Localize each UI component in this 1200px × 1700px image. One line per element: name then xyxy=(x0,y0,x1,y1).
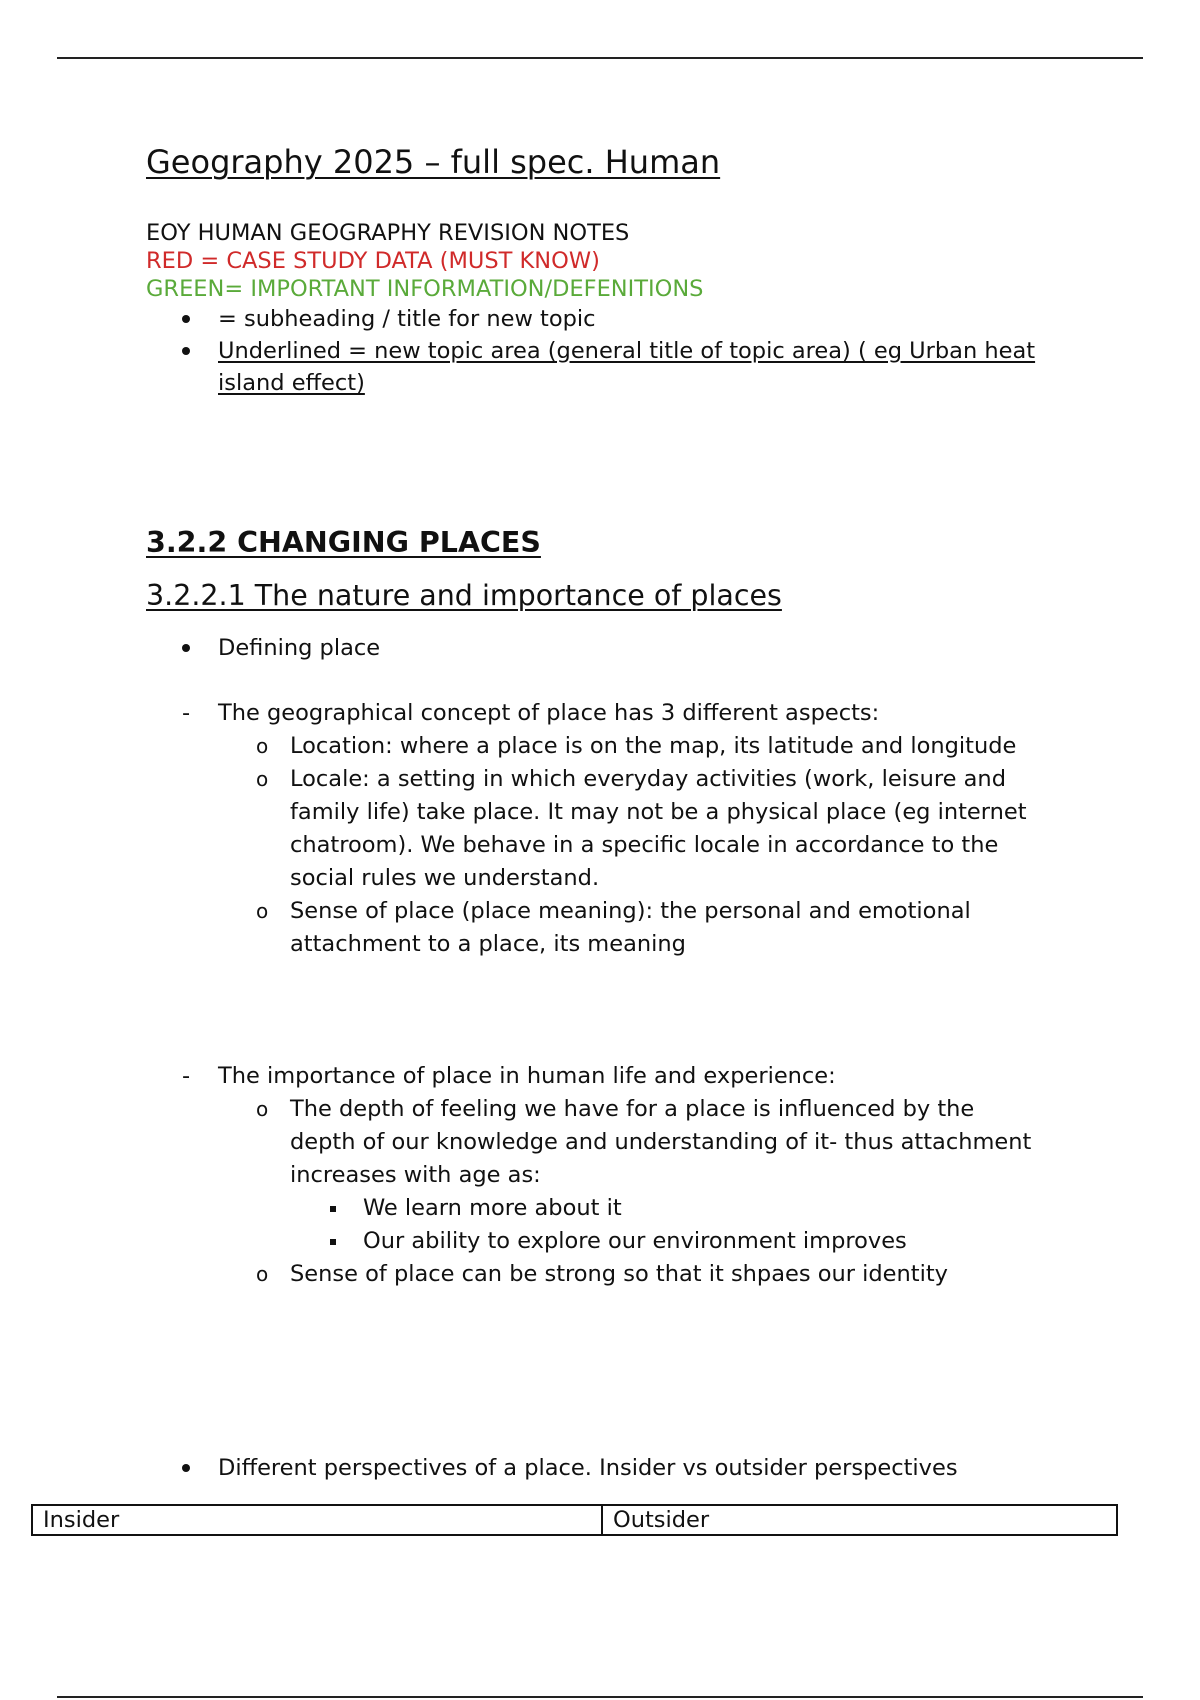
legend-bullets xyxy=(146,303,1046,399)
table-header-row xyxy=(32,1505,1117,1535)
circle-bullet-icon: o xyxy=(256,1097,269,1121)
square-bullet-icon xyxy=(330,1239,336,1245)
table-header-outsider: Outsider xyxy=(602,1505,1117,1535)
list-item xyxy=(146,1060,1046,1093)
aspects-block xyxy=(146,697,1046,961)
legend-bullet-text: Underlined = new topic area (general title of topic area) ( eg Urban heat island effect) xyxy=(218,338,1036,396)
list-item xyxy=(146,1225,1046,1258)
bullet-icon xyxy=(182,315,190,323)
list-item xyxy=(146,632,1046,664)
legend-bullet-text: = subheading / title for new topic xyxy=(218,306,596,332)
list-item xyxy=(146,895,1046,961)
list-item xyxy=(146,697,1046,730)
legend xyxy=(146,219,1046,399)
importance-point: The depth of feeling we have for a place is influenced by the depth of our knowledge and understanding of it- thus attachment increases with age as: xyxy=(290,1096,1032,1188)
defining-place-label: Defining place xyxy=(218,635,381,661)
importance-block xyxy=(146,1060,1046,1291)
perspectives-text: Different perspectives of a place. Insider vs outsider perspectives xyxy=(218,1455,958,1481)
legend-bullet-subheading xyxy=(146,303,1046,335)
importance-intro: The importance of place in human life and experience: xyxy=(218,1063,836,1089)
perspectives-table xyxy=(31,1504,1118,1536)
aspect-text: Location: where a place is on the map, its latitude and longitude xyxy=(290,733,1017,759)
subsection-title: 3.2.2.1 The nature and importance of places xyxy=(146,579,782,612)
list-item xyxy=(146,763,1046,895)
circle-bullet-icon: o xyxy=(256,899,269,923)
square-bullet-icon xyxy=(330,1206,336,1212)
legend-green-line: GREEN= IMPORTANT INFORMATION/DEFENITIONS xyxy=(146,276,704,302)
legend-bullet-underlined xyxy=(146,335,1046,399)
circle-bullet-icon: o xyxy=(256,767,269,791)
list-item xyxy=(146,1452,1046,1484)
legend-red-line: RED = CASE STUDY DATA (MUST KNOW) xyxy=(146,248,600,274)
importance-subpoint: We learn more about it xyxy=(363,1195,622,1221)
table-header-insider: Insider xyxy=(32,1505,602,1535)
aspects-intro: The geographical concept of place has 3 different aspects: xyxy=(218,700,880,726)
bullet-icon xyxy=(182,1464,190,1472)
aspect-text: Locale: a setting in which everyday activities (work, leisure and family life) take place. It may not be a physical place (eg internet chatroom). We behave in a specific locale in accordance to the social rules we understand. xyxy=(290,766,1027,891)
list-item xyxy=(146,730,1046,763)
section-title: 3.2.2 CHANGING PLACES xyxy=(146,526,541,559)
importance-subpoint: Our ability to explore our environment improves xyxy=(363,1228,907,1254)
circle-bullet-icon: o xyxy=(256,1262,269,1286)
list-item xyxy=(146,1258,1046,1291)
importance-point: Sense of place can be strong so that it shpaes our identity xyxy=(290,1261,948,1287)
dash-bullet-icon: - xyxy=(182,700,191,726)
legend-heading: EOY HUMAN GEOGRAPHY REVISION NOTES xyxy=(146,220,630,246)
footer-rule xyxy=(57,1696,1143,1698)
circle-bullet-icon: o xyxy=(256,734,269,758)
list-item xyxy=(146,1093,1046,1192)
aspect-text: Sense of place (place meaning): the personal and emotional attachment to a place, its meaning xyxy=(290,898,971,957)
perspectives-block xyxy=(146,1452,1046,1484)
list-item xyxy=(146,1192,1046,1225)
header-rule xyxy=(57,57,1143,59)
page-title: Geography 2025 – full spec. Human xyxy=(146,143,721,181)
defining-place-block xyxy=(146,632,1046,664)
bullet-icon xyxy=(182,347,190,355)
dash-bullet-icon: - xyxy=(182,1063,191,1089)
bullet-icon xyxy=(182,644,190,652)
